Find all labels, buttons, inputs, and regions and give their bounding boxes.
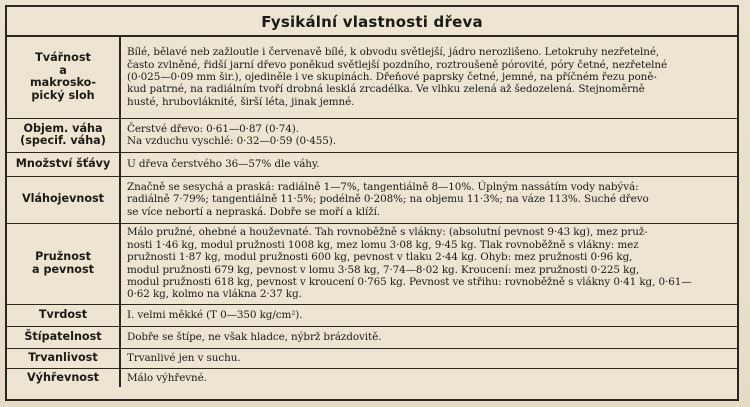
value-line: Málo výhřevné. <box>127 371 207 384</box>
row-value-vlahojevnost <box>120 176 737 223</box>
table-row <box>7 348 737 368</box>
label-line: (specif. váha) <box>20 134 106 147</box>
row-value-vyhrevnost <box>120 368 737 387</box>
label-line: Tvářnost <box>35 51 91 65</box>
table-row <box>7 368 737 387</box>
row-label-vyhrevnost <box>7 368 120 387</box>
value-line: modul pružnosti 618 kg, pevnost v kroucení 0·765 kg. Pevnost ve střihu: rovnoběžně s vlákny 0·41 kg, 0·61— <box>127 275 692 288</box>
label-line: a pevnost <box>32 262 94 276</box>
table-row <box>7 304 737 326</box>
value-line: Čerstvé dřevo: 0·61—0·87 (0·74). <box>127 122 299 135</box>
row-label-objemova-vaha <box>7 118 120 152</box>
row-label-tvarnost <box>7 37 120 118</box>
row-value-tvarnost <box>120 37 737 118</box>
value-line: Trvanlivé jen v suchu. <box>127 351 241 364</box>
label-line: a <box>59 63 67 77</box>
label-line: Pružnost <box>35 250 91 263</box>
table-row <box>7 176 737 223</box>
label-line: Objem. váha <box>23 121 103 135</box>
value-line: Značně se sesychá a praská: radiálně 1—7%, tangentiálně 8—10%. Úplným nassátím vody nabývá: <box>127 180 639 193</box>
value-line: Na vzduchu vyschlé: 0·32—0·59 (0·455). <box>127 135 336 147</box>
table-row <box>7 118 737 152</box>
row-value-tvrdost <box>120 304 737 326</box>
row-label-vlahojevnost <box>7 176 120 223</box>
label-line: makrosko- <box>30 76 96 90</box>
row-label-pruznost <box>7 223 120 304</box>
value-line: (0·025—0·09 mm šir.), ojediněle i ve skupinách. Dřeňové paprsky četné, jemné, na příčném řezu poně- <box>127 71 657 84</box>
label-line: Štípatelnost <box>24 329 102 343</box>
value-line: Málo pružné, ohebné a houževnaté. Tah rovnoběžně s vlákny: (absolutní pevnost 9·43 kg), mez pruž- <box>127 226 648 239</box>
value-line: často zvlněné, řidší jarní dřevo poněkud světlejší pozdního, roztroušeně pórovité, póry četné, nezřetelné <box>127 58 668 71</box>
row-value-trvanlivost <box>120 348 737 368</box>
value-line: kud patrné, na radiálním tvoří drobná lesklá zrcadélka. Ve vlhku zelená až šedozelená. Stejnoměrně <box>127 83 645 96</box>
properties-table <box>7 37 737 387</box>
table-row <box>7 37 737 118</box>
value-line: modul pružnosti 679 kg, pevnost v lomu 3·58 kg, 7·74—8·02 kg. Kroucení: mez pružnosti 0·225 kg, <box>127 263 640 276</box>
row-value-mnozstvi-stavy <box>120 152 737 176</box>
value-line: se více nebortí a nepraská. Dobře se moří a klíží. <box>127 205 381 218</box>
row-label-mnozstvi-stavy <box>7 152 120 176</box>
value-line: pružnosti 1·87 kg, modul pružnosti 600 kg, pevnost v tlaku 2·44 kg. Ohyb: mez pružnosti 0·96 kg, <box>127 251 633 264</box>
row-value-objemova-vaha <box>120 118 737 152</box>
table-title: Fysikální vlastnosti dřeva <box>7 7 737 37</box>
value-line: 0·62 kg, kolmo na vlákna 2·37 kg. <box>127 288 302 301</box>
table-row <box>7 326 737 348</box>
row-value-stipatelnost <box>120 326 737 348</box>
value-line: husté, hrubovláknité, širší léta, jinak jemné. <box>127 95 355 108</box>
label-line: Množství šťávy <box>15 156 111 170</box>
value-line: Bílé, bělavé neb zažloutle i červenavě bílé, k obvodu světlejší, jádro nerozlišeno. Letokruhy nezřetelné, <box>127 46 660 59</box>
row-label-stipatelnost <box>7 326 120 348</box>
value-line: nosti 1·46 kg, modul pružnosti 1008 kg, mez lomu 3·08 kg, 9·45 kg. Tlak rovnoběžně s vlákny: mez <box>127 238 639 251</box>
value-line: I. velmi měkké (T 0—350 kg/cm²). <box>127 308 303 321</box>
value-line: U dřeva čerstvého 36—57% dle váhy. <box>127 157 320 170</box>
value-line: radiálně 7·79%; tangentiálně 11·5%; podélně 0·208%; na objemu 11·3%; na váze 113%. Suché dřevo <box>127 193 649 206</box>
label-line: Výhřevnost <box>27 370 99 384</box>
properties-table-frame <box>5 5 739 401</box>
label-line: Vláhojevnost <box>21 192 105 206</box>
row-label-tvrdost <box>7 304 120 326</box>
label-line: Trvanlivost <box>28 350 98 364</box>
table-row <box>7 223 737 304</box>
row-value-pruznost <box>120 223 737 304</box>
label-line: Tvrdost <box>38 307 88 321</box>
row-label-trvanlivost <box>7 348 120 368</box>
value-line: Dobře se štípe, ne však hladce, nýbrž brázdovitě. <box>127 330 382 343</box>
table-row <box>7 152 737 176</box>
label-line: pický sloh <box>31 88 95 102</box>
